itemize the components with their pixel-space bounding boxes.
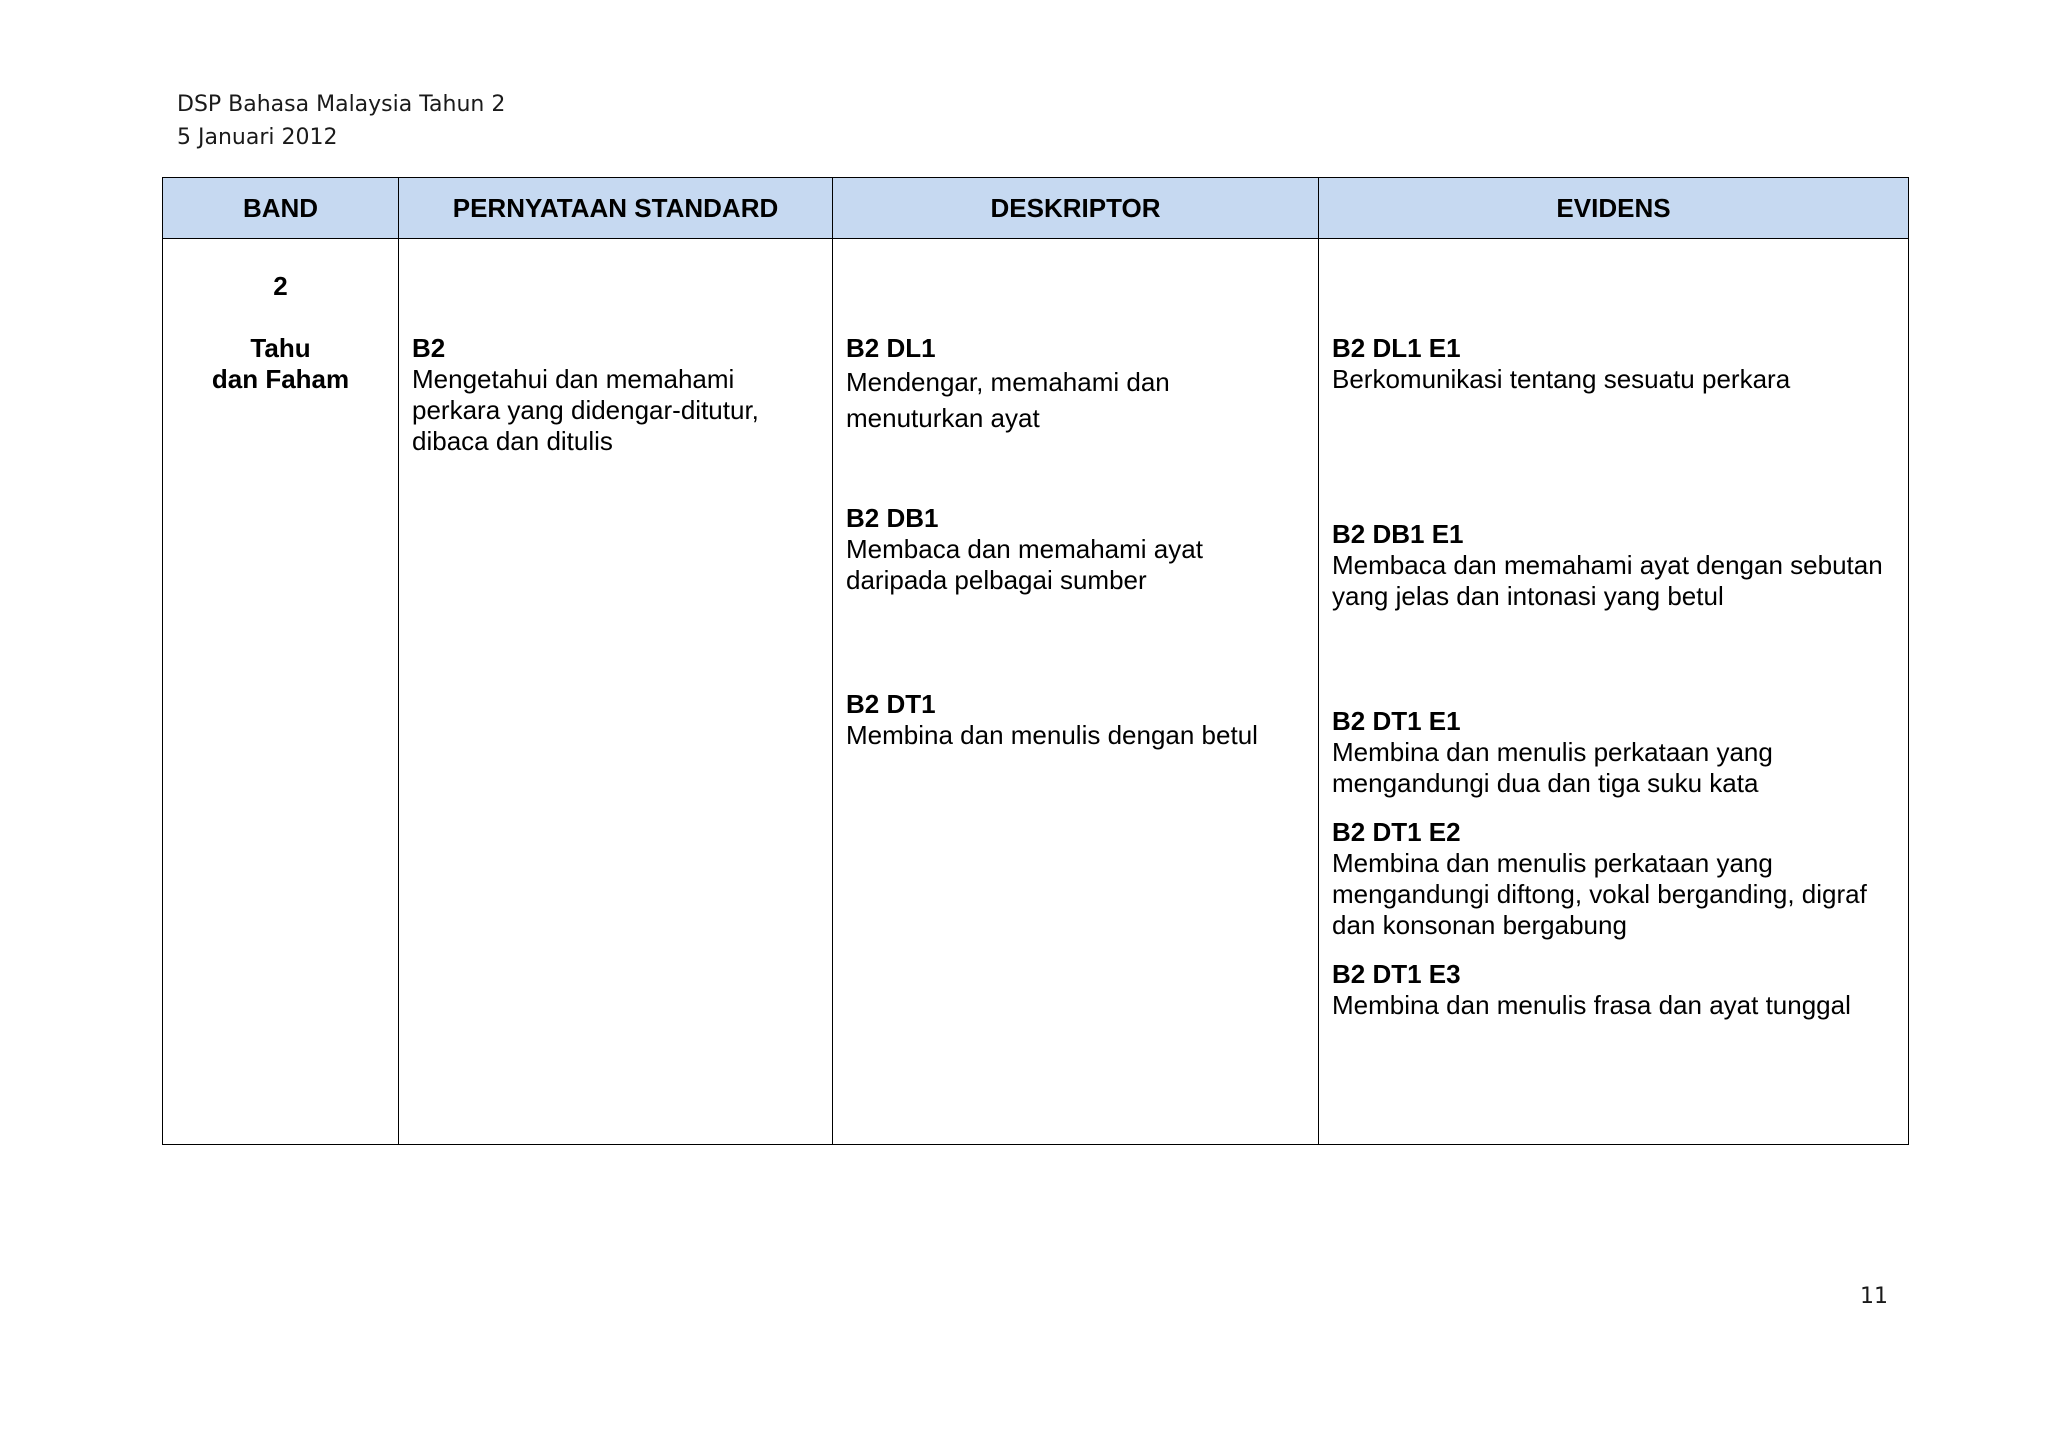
descriptor-code: B2 DT1 bbox=[846, 689, 936, 719]
evidence-code: B2 DT1 E2 bbox=[1332, 817, 1461, 847]
evidence-text: Membina dan menulis perkataan yang mengandungi dua dan tiga suku kata bbox=[1332, 737, 1773, 798]
band-label-line1: Tahu bbox=[250, 333, 311, 363]
evidence-code: B2 DT1 E3 bbox=[1332, 959, 1461, 989]
page-number: 11 bbox=[1860, 1284, 1888, 1309]
evidence-code: B2 DT1 E1 bbox=[1332, 706, 1461, 736]
band-label-line2: dan Faham bbox=[211, 364, 350, 394]
document-date: 5 Januari 2012 bbox=[177, 125, 338, 150]
descriptor-code: B2 DB1 bbox=[846, 503, 939, 533]
evidence-text: Membina dan menulis frasa dan ayat tunggal bbox=[1332, 990, 1851, 1020]
evidence-text: Membaca dan memahami ayat dengan sebutan yang jelas dan intonasi yang betul bbox=[1332, 550, 1883, 611]
column-header-band: BAND bbox=[163, 178, 399, 239]
document-title: DSP Bahasa Malaysia Tahun 2 bbox=[177, 92, 506, 117]
descriptor-text: Membina dan menulis dengan betul bbox=[846, 720, 1258, 750]
column-header-evidence: EVIDENS bbox=[1319, 178, 1909, 239]
standard-text: Mengetahui dan memahami perkara yang didengar-ditutur, dibaca dan ditulis bbox=[412, 364, 759, 456]
evidence-block bbox=[1332, 959, 1898, 1021]
descriptor-block bbox=[846, 503, 1308, 596]
column-header-descriptor: DESKRIPTOR bbox=[833, 178, 1319, 239]
evidence-block bbox=[1332, 519, 1898, 612]
standard-block bbox=[412, 333, 822, 457]
evidence-block bbox=[1332, 333, 1898, 395]
column-header-standard: PERNYATAAN STANDARD bbox=[399, 178, 833, 239]
evidence-cell bbox=[1319, 239, 1909, 1145]
band-number: 2 bbox=[273, 271, 288, 301]
evidence-code: B2 DL1 E1 bbox=[1332, 333, 1461, 363]
band-cell bbox=[163, 239, 399, 1145]
table-row bbox=[163, 239, 1909, 1145]
document-header bbox=[177, 88, 505, 154]
dsp-band-table bbox=[162, 177, 1909, 1145]
evidence-code: B2 DB1 E1 bbox=[1332, 519, 1464, 549]
descriptor-cell bbox=[833, 239, 1319, 1145]
evidence-block bbox=[1332, 817, 1898, 941]
descriptor-code: B2 DL1 bbox=[846, 333, 936, 363]
descriptor-block bbox=[846, 333, 1308, 436]
descriptor-text: Mendengar, memahami dan menuturkan ayat bbox=[846, 367, 1170, 433]
evidence-block bbox=[1332, 706, 1898, 799]
descriptor-block bbox=[846, 689, 1308, 751]
evidence-text: Membina dan menulis perkataan yang mengandungi diftong, vokal berganding, digraf dan konsonan bergabung bbox=[1332, 848, 1867, 940]
table-header-row bbox=[163, 178, 1909, 239]
standard-code: B2 bbox=[412, 333, 446, 363]
evidence-text: Berkomunikasi tentang sesuatu perkara bbox=[1332, 364, 1791, 394]
standard-cell bbox=[399, 239, 833, 1145]
descriptor-text: Membaca dan memahami ayat daripada pelbagai sumber bbox=[846, 534, 1203, 595]
